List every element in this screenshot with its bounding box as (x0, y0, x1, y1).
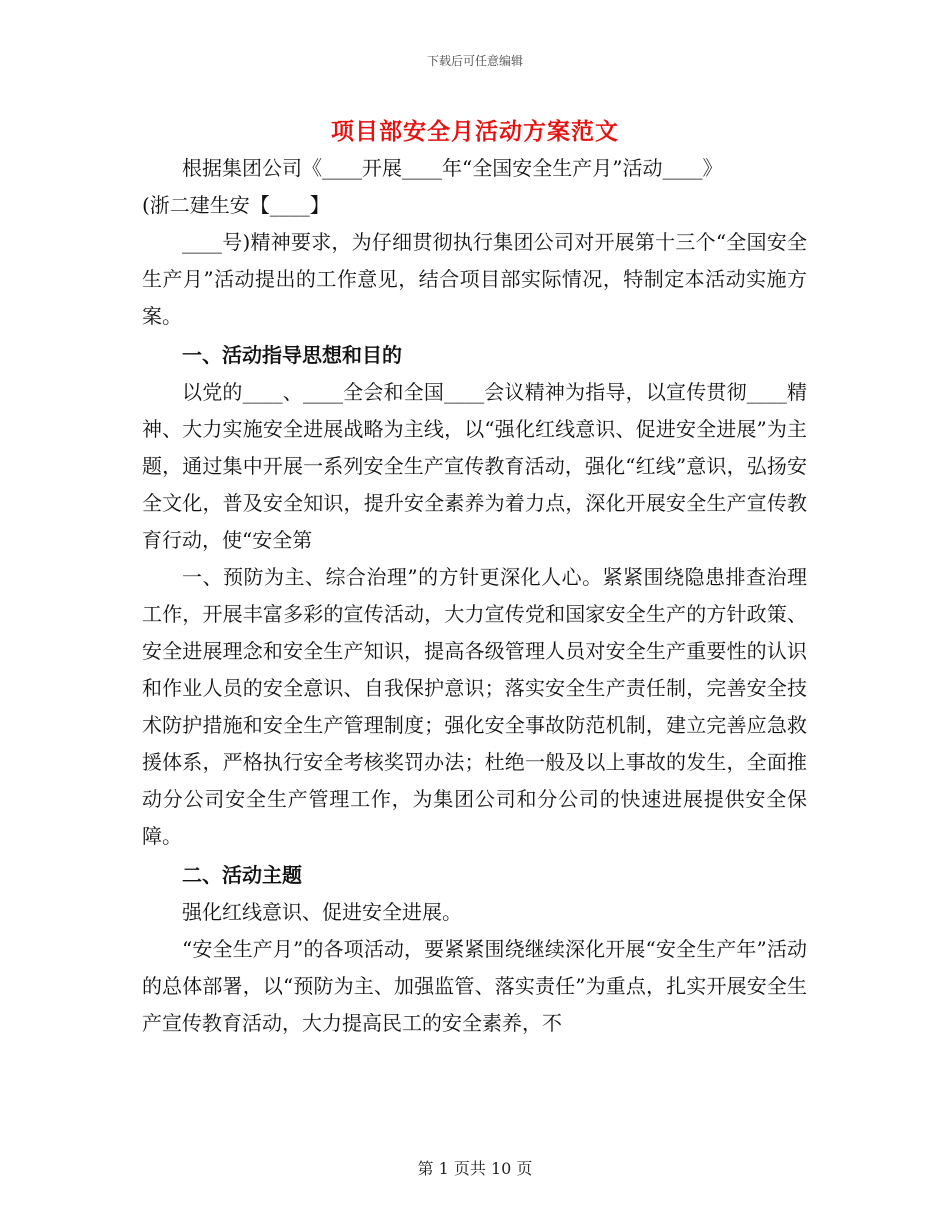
document-title: 项目部安全月活动方案范文 (331, 118, 619, 145)
section-1-heading: 一、活动指导思想和目的 (182, 343, 402, 367)
document-body (142, 150, 807, 1042)
intro-paragraph: ____号)精神要求，为仔细贯彻执行集团公司对开展第十三个“全国安全生产月”活动提出的工作意见，结合项目部实际情况，特制定本活动实施方案。 (142, 230, 807, 328)
section-1-paragraph-1: 以党的____、____全会和全国____会议精神为指导，以宣传贯彻____精神、大力实施安全进展战略为主线，以“强化红线意识、促进安全进展”为主题，通过集中开展一系列安全生产宣传教育活动，强化“红线”意识，弘扬安全文化，普及安全知识，提升安全素养为着力点，深化开展安全生产宣传教育行动，使“安全第 (142, 380, 807, 552)
intro-line-1: 根据集团公司《____开展____年“全国安全生产月”活动____》 (182, 156, 723, 180)
section-2-heading: 二、活动主题 (182, 863, 302, 887)
header-note: 下载后可任意编辑 (426, 54, 523, 68)
intro-line-2: (浙二建生安【____】 (142, 193, 330, 217)
section-2-paragraph-1: 强化红线意识、促进安全进展。 (182, 900, 462, 924)
section-2-paragraph-2: “安全生产月”的各项活动，要紧紧围绕继续深化开展“安全生产年”活动的总体部署，以“预防为主、加强监管、落实责任”为重点，扎实开展安全生产宣传教育活动，大力提高民工的安全素养，不 (142, 937, 807, 1035)
page-footer: 第 1 页共 10 页 (417, 1159, 533, 1178)
section-1-paragraph-2: 一、预防为主、综合治理”的方针更深化人心。紧紧围绕隐患排查治理工作，开展丰富多彩的宣传活动，大力宣传党和国家安全生产的方针政策、安全进展理念和安全生产知识，提高各级管理人员对安全生产重要性的认识和作业人员的安全意识、自我保护意识；落实安全生产责任制，完善安全技术防护措施和安全生产管理制度；强化安全事故防范机制，建立完善应急救援体系，严格执行安全考核奖罚办法；杜绝一般及以上事故的发生，全面推动分公司安全生产管理工作，为集团公司和分公司的快速进展提供安全保障。 (142, 565, 807, 848)
